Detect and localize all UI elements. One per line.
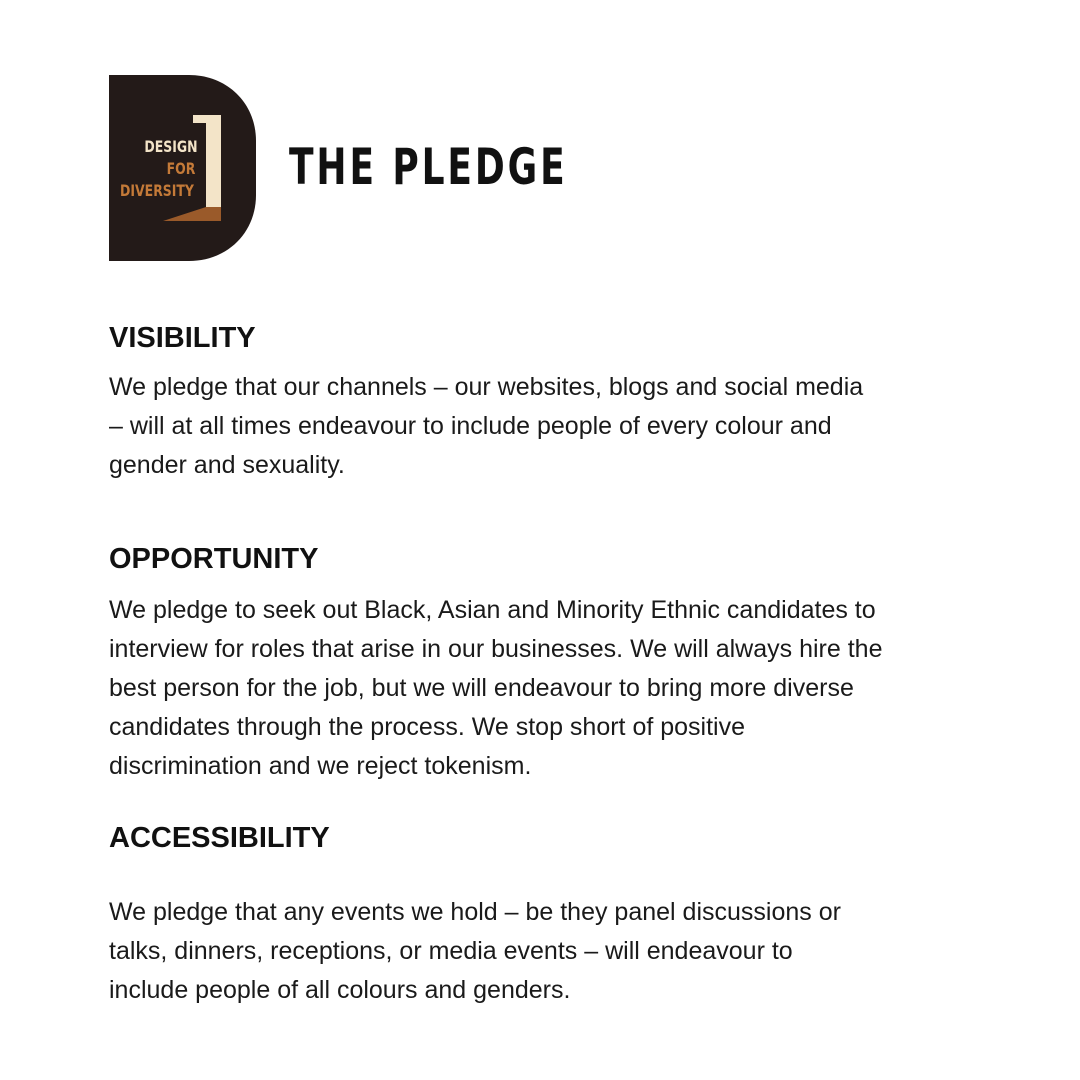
body-line: We pledge that our channels – our websites, blogs and social media — [109, 373, 864, 401]
body-line: candidates through the process. We stop short of positive — [109, 713, 746, 741]
body-line: We pledge to seek out Black, Asian and Minority Ethnic candidates to — [109, 596, 876, 624]
body-line: talks, dinners, receptions, or media events – will endeavour to — [109, 937, 793, 965]
body-line: discrimination and we reject tokenism. — [109, 752, 532, 780]
section-heading-visibility: VISIBILITY — [109, 322, 256, 354]
design-for-diversity-logo — [109, 75, 256, 261]
section-opportunity — [109, 541, 989, 786]
body-line: gender and sexuality. — [109, 451, 345, 479]
section-visibility — [109, 320, 989, 485]
page-title: THE PLEDGE — [289, 138, 568, 196]
section-accessibility — [109, 820, 989, 1010]
logo-text-for: FOR — [166, 160, 196, 179]
body-line: We pledge that any events we hold – be they panel discussions or — [109, 898, 841, 926]
logo-mark — [109, 75, 256, 261]
logo-text-design: DESIGN — [144, 138, 198, 157]
body-line: – will at all times endeavour to include people of every colour and — [109, 412, 832, 440]
section-body-visibility — [109, 368, 989, 485]
logo-door-lintel — [193, 115, 221, 123]
section-heading-accessibility: ACCESSIBILITY — [109, 822, 330, 854]
section-heading-opportunity: OPPORTUNITY — [109, 543, 319, 575]
body-line: include people of all colours and genders. — [109, 976, 571, 1004]
body-line: best person for the job, but we will endeavour to bring more diverse — [109, 674, 854, 702]
logo-door-post — [206, 115, 221, 221]
section-body-opportunity — [109, 591, 989, 786]
body-line: interview for roles that arise in our businesses. We will always hire the — [109, 635, 883, 663]
logo-text-diversity: DIVERSITY — [120, 182, 194, 201]
section-body-accessibility — [109, 893, 989, 1010]
